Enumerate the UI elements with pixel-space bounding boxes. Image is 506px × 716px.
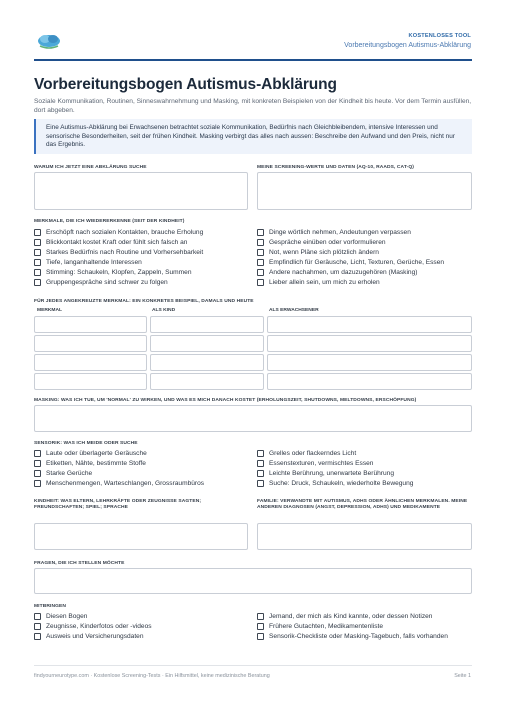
trait-checkbox[interactable]: Empfindlich für Geräusche, Licht, Texturen, Gerüche, Essen bbox=[257, 257, 472, 267]
bring-checkbox[interactable]: Sensorik-Checkliste oder Masking-Tagebuch, falls vorhanden bbox=[257, 631, 472, 641]
table-cell[interactable] bbox=[150, 373, 264, 390]
traits-label: MERKMALE, DIE ICH WIEDERERKENNE (SEIT DER KINDHEIT) bbox=[34, 219, 185, 224]
sensory-checkbox[interactable]: Laute oder überlagerte Geräusche bbox=[34, 448, 248, 458]
table-cell[interactable] bbox=[267, 373, 472, 390]
checkbox-icon[interactable] bbox=[34, 460, 41, 467]
footer-text: findyourneurotype.com · Kostenlose Screening-Tests · Ein Hilfsmittel, keine medizinische Beratung bbox=[34, 673, 270, 679]
masking-label: MASKING: WAS ICH TUE, UM 'NORMAL' ZU WIRKEN, UND WAS ES MICH DANACH KOSTET (ERHOLUNGSZEIT, SHUTDOWNS, MELTDOWNS, ERSCHÖPFUNG) bbox=[34, 398, 417, 403]
callout-text: Eine Autismus-Abklärung bei Erwachsenen betrachtet soziale Kommunikation, Bedürfnis nach Gleichbleibendem, intensive Interessen und sensorische Besonderheiten, seit der frühen Kindheit. Masking verbirgt das alles nach aussen: Beschreibe den Aufwand und den Preis, nicht nur das Ergebnis. bbox=[46, 124, 455, 149]
checkbox-icon[interactable] bbox=[257, 259, 264, 266]
table-cell[interactable] bbox=[150, 354, 264, 371]
checkbox-icon[interactable] bbox=[34, 229, 41, 236]
trait-checkbox[interactable]: Starkes Bedürfnis nach Routine und Vorhersehbarkeit bbox=[34, 247, 248, 257]
childhood-field[interactable] bbox=[34, 523, 248, 550]
bring-checkbox[interactable]: Ausweis und Versicherungsdaten bbox=[34, 631, 248, 641]
trait-checkbox[interactable]: Gespräche einüben oder vorformulieren bbox=[257, 237, 472, 247]
trait-checkbox[interactable]: Not, wenn Pläne sich plötzlich ändern bbox=[257, 247, 472, 257]
trait-checkbox[interactable]: Dinge wörtlich nehmen, Andeutungen verpassen bbox=[257, 227, 472, 237]
table-cell[interactable] bbox=[267, 335, 472, 352]
checkbox-icon[interactable] bbox=[34, 480, 41, 487]
sensory-checkbox[interactable]: Leichte Berührung, unerwartete Berührung bbox=[257, 468, 472, 478]
bring-checkbox[interactable]: Frühere Gutachten, Medikamentenliste bbox=[257, 621, 472, 631]
info-callout bbox=[34, 119, 472, 154]
family-label: FAMILIE: VERWANDTE MIT AUTISMUS, ADHS ODER ÄHNLICHEN MERKMALEN. MEINE ANDEREN DIAGNOSEN (ANGST, DEPRESSION, ADHS) UND MEDIKAMENTE bbox=[257, 499, 468, 511]
sensory-right-list bbox=[257, 448, 472, 488]
questions-label: FRAGEN, DIE ICH STELLEN MÖCHTE bbox=[34, 561, 125, 566]
checkbox-icon[interactable] bbox=[34, 633, 41, 640]
sensory-checkbox[interactable]: Grelles oder flackerndes Licht bbox=[257, 448, 472, 458]
bring-checkbox[interactable]: Diesen Bogen bbox=[34, 611, 248, 621]
table-cell[interactable] bbox=[267, 354, 472, 371]
brain-leaf-logo-icon bbox=[34, 31, 64, 51]
checkbox-icon[interactable] bbox=[257, 249, 264, 256]
col-header-erwachsener: ALS ERWACHSENER bbox=[269, 308, 319, 313]
childhood-label: KINDHEIT: WAS ELTERN, LEHRKRÄFTE ODER ZEUGNISSE SAGTEN; FREUNDSCHAFTEN; SPIEL; SPRACHE bbox=[34, 499, 202, 511]
reason-field[interactable] bbox=[34, 172, 248, 210]
table-cell[interactable] bbox=[34, 316, 147, 333]
bring-right-list bbox=[257, 611, 472, 641]
checkbox-icon[interactable] bbox=[257, 480, 264, 487]
masking-field[interactable] bbox=[34, 405, 472, 432]
checkbox-icon[interactable] bbox=[34, 623, 41, 630]
checkbox-icon[interactable] bbox=[34, 259, 41, 266]
reason-label: WARUM ICH JETZT EINE ABKLÄRUNG SUCHE bbox=[34, 165, 147, 170]
page-number: Seite 1 bbox=[454, 673, 471, 679]
traits-right-list bbox=[257, 227, 472, 287]
checkbox-icon[interactable] bbox=[257, 633, 264, 640]
checkbox-icon[interactable] bbox=[34, 450, 41, 457]
sensory-left-list bbox=[34, 448, 248, 488]
sensory-checkbox[interactable]: Menschenmengen, Warteschlangen, Grossraumbüros bbox=[34, 478, 248, 488]
intro-text: Soziale Kommunikation, Routinen, Sinneswahrnehmung und Masking, mit konkreten Beispielen von der Kindheit bis heute. Vor dem Termin ausfüllen, dort abgeben. bbox=[34, 98, 472, 114]
sensory-checkbox[interactable]: Suche: Druck, Schaukeln, wiederholte Bewegung bbox=[257, 478, 472, 488]
trait-checkbox[interactable]: Stimming: Schaukeln, Klopfen, Zappeln, Summen bbox=[34, 267, 248, 277]
checkbox-icon[interactable] bbox=[257, 229, 264, 236]
checkbox-icon[interactable] bbox=[34, 249, 41, 256]
table-cell[interactable] bbox=[34, 354, 147, 371]
bring-label: MITBRINGEN bbox=[34, 604, 66, 609]
bring-checkbox[interactable]: Jemand, der mich als Kind kannte, oder dessen Notizen bbox=[257, 611, 472, 621]
examples-table bbox=[34, 316, 472, 388]
table-cell[interactable] bbox=[150, 316, 264, 333]
checkbox-icon[interactable] bbox=[257, 460, 264, 467]
header-divider bbox=[34, 59, 472, 61]
bring-checkbox[interactable]: Zeugnisse, Kinderfotos oder -videos bbox=[34, 621, 248, 631]
scores-label: MEINE SCREENING-WERTE UND DATEN (AQ-10, RAADS, CAT-Q) bbox=[257, 165, 415, 170]
checkbox-icon[interactable] bbox=[257, 239, 264, 246]
checkbox-icon[interactable] bbox=[257, 470, 264, 477]
table-cell[interactable] bbox=[267, 316, 472, 333]
trait-checkbox[interactable]: Blickkontakt kostet Kraft oder fühlt sich falsch an bbox=[34, 237, 248, 247]
checkbox-icon[interactable] bbox=[34, 269, 41, 276]
sensory-checkbox[interactable]: Starke Gerüche bbox=[34, 468, 248, 478]
col-header-kind: ALS KIND bbox=[152, 308, 176, 313]
header-subtitle: Vorbereitungsbogen Autismus-Abklärung bbox=[344, 42, 471, 49]
bring-left-list bbox=[34, 611, 248, 641]
questions-field[interactable] bbox=[34, 568, 472, 594]
table-cell[interactable] bbox=[34, 335, 147, 352]
sensory-checkbox[interactable]: Etiketten, Nähte, bestimmte Stoffe bbox=[34, 458, 248, 468]
checkbox-icon[interactable] bbox=[257, 279, 264, 286]
trait-checkbox[interactable]: Tiefe, langanhaltende Interessen bbox=[34, 257, 248, 267]
header-tag: KOSTENLOSES TOOL bbox=[408, 33, 471, 39]
checkbox-icon[interactable] bbox=[257, 269, 264, 276]
checkbox-icon[interactable] bbox=[34, 470, 41, 477]
table-cell[interactable] bbox=[34, 373, 147, 390]
examples-label: FÜR JEDES ANGEKREUZTE MERKMAL: EIN KONKRETES BEISPIEL, DAMALS UND HEUTE bbox=[34, 299, 254, 304]
checkbox-icon[interactable] bbox=[257, 613, 264, 620]
trait-checkbox[interactable]: Erschöpft nach sozialen Kontakten, brauche Erholung bbox=[34, 227, 248, 237]
traits-left-list bbox=[34, 227, 248, 287]
family-field[interactable] bbox=[257, 523, 472, 550]
trait-checkbox[interactable]: Andere nachahmen, um dazuzugehören (Masking) bbox=[257, 267, 472, 277]
checkbox-icon[interactable] bbox=[34, 279, 41, 286]
checkbox-icon[interactable] bbox=[34, 239, 41, 246]
trait-checkbox[interactable]: Gruppengespräche sind schwer zu folgen bbox=[34, 277, 248, 287]
footer-divider bbox=[34, 665, 472, 666]
checkbox-icon[interactable] bbox=[257, 450, 264, 457]
checkbox-icon[interactable] bbox=[257, 623, 264, 630]
table-cell[interactable] bbox=[150, 335, 264, 352]
col-header-merkmal: MERKMAL bbox=[37, 308, 62, 313]
trait-checkbox[interactable]: Lieber allein sein, um mich zu erholen bbox=[257, 277, 472, 287]
sensory-checkbox[interactable]: Essenstexturen, vermischtes Essen bbox=[257, 458, 472, 468]
scores-field[interactable] bbox=[257, 172, 472, 210]
checkbox-icon[interactable] bbox=[34, 613, 41, 620]
sensory-label: SENSORIK: WAS ICH MEIDE ODER SUCHE bbox=[34, 441, 138, 446]
page-title: Vorbereitungsbogen Autismus-Abklärung bbox=[34, 76, 337, 93]
